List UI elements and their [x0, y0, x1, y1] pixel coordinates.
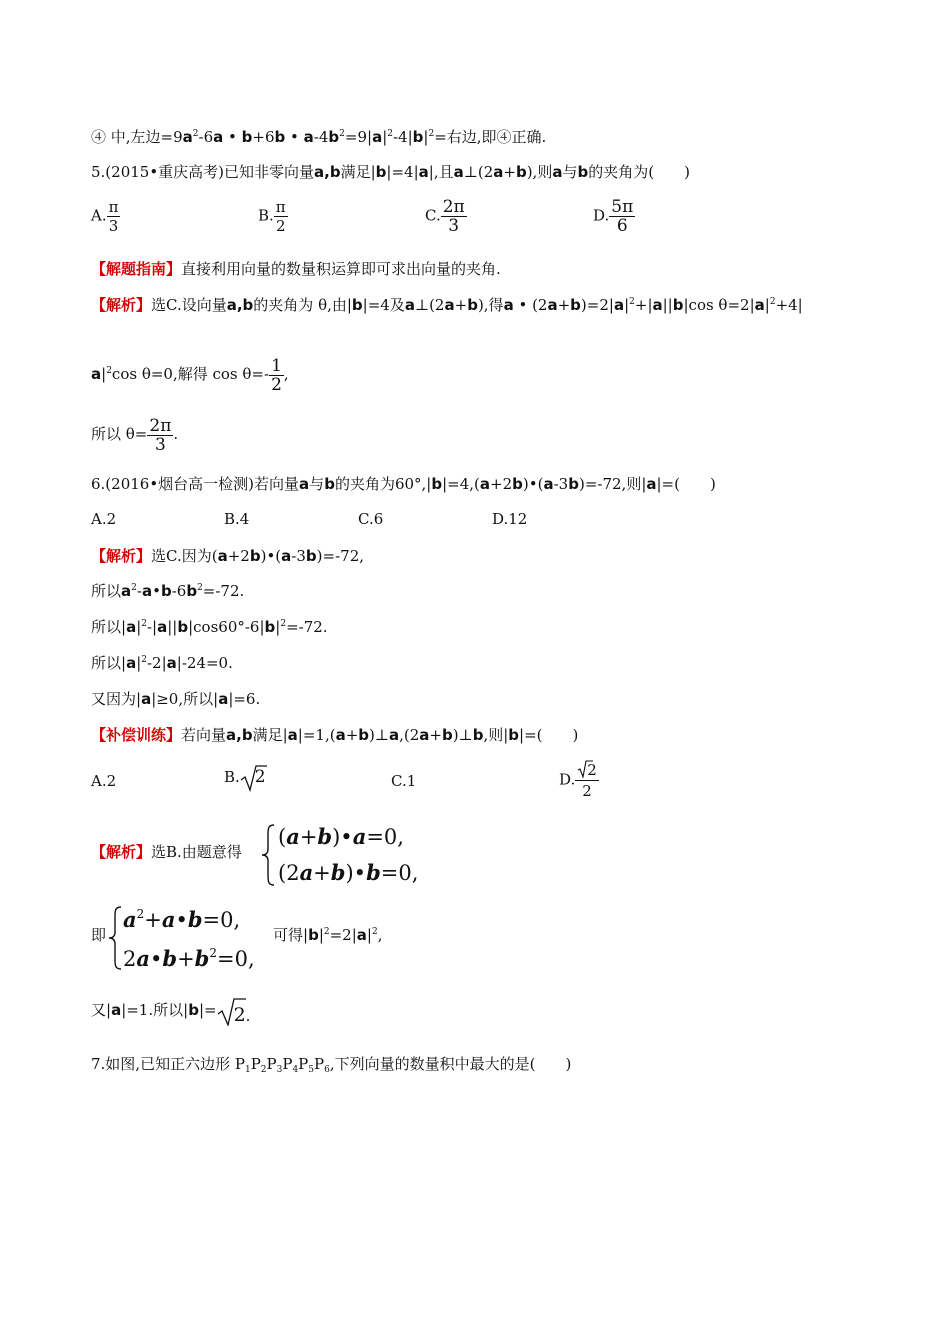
q5-solution-line2: $a|^2\cos$ θ=0,解得 cos θ=- $\frac{1}{2}$ , — [91, 355, 289, 395]
comp-after-system: 可得$|b|^2=2|a|^2$, — [273, 926, 383, 944]
q6-option-b: B.4 — [224, 510, 250, 528]
comp-ji: 即 — [91, 926, 107, 944]
q6-option-d: D.12 — [492, 510, 528, 528]
comp-final: 又|a|=1.所以|b|= 2. — [91, 996, 250, 1026]
fraction: $\frac{1}{2}$ — [271, 355, 282, 395]
q6-solution-line4: 所以$|a|^2-2|a|-24=0$. — [91, 654, 233, 672]
q6-solution-line2: 所以$a^2-a•b-6b^2=-72$. — [91, 582, 245, 600]
comp-option-c: C.1 — [391, 772, 417, 790]
fraction: $\frac{2\pi}{3}$ — [149, 415, 172, 455]
system2-line-2: $2a•b+b^2=0$, — [123, 946, 255, 971]
q5-option-a: A. $\frac{\pi}{3}$ — [91, 198, 119, 235]
fraction: $\frac{\pi}{2}$ — [275, 198, 286, 235]
q5-solution-line3: 所以 θ= $\frac{2\pi}{3}$ . — [91, 415, 179, 455]
fraction: $\frac{2}{2}$ — [575, 760, 599, 801]
q5-option-c: C. $\frac{2\pi}{3}$ — [425, 197, 465, 236]
q5-stem: 5.(2015•重庆高考)已知非零向量a,b满足|b|=4|a|,且a⊥(2a+b),则a与b的夹角为( ) — [91, 163, 690, 181]
comp-solution-lead: 【解析】选B.由题意得 — [91, 843, 242, 861]
comp-stem: 【补偿训练】若向量a,b满足|a|=1,(a+b)⊥a,(2a+b)⊥b,则|b|=( ) — [91, 726, 579, 744]
q6-option-a: A.2 — [91, 510, 117, 528]
q6-stem: 6.(2016•烟台高一检测)若向量a与b的夹角为60°,|b|=4,(a+2b)•(a-3b)=-72,则|a|=( ) — [91, 475, 716, 493]
q5-option-d: D. $\frac{5\pi}{6}$ — [593, 197, 634, 236]
comp-option-b: B. 2 — [224, 764, 266, 792]
q7-stem: 7.如图,已知正六边形 $P_1P_2P_3P_4P_5P_6$,下列向量的数量积中最大的是( ) — [91, 1055, 572, 1075]
q6-solution-line5: 又因为|a|≥0,所以|a|=6. — [91, 690, 261, 708]
fraction: $\frac{2\pi}{3}$ — [442, 197, 465, 236]
q4-line: ④ 中,左边$=9a^2-6a$ • b+6b • $a-4b^2=9|a|^2-4|b|^2=$右边,即④正确. — [91, 128, 547, 146]
fraction: $\frac{\pi}{3}$ — [108, 198, 119, 235]
comp-option-a: A.2 — [91, 772, 117, 790]
left-brace — [107, 905, 123, 971]
system2-line-1: $a^2+a•b=0$, — [123, 907, 241, 932]
q5-option-b: B. $\frac{\pi}{2}$ — [258, 198, 286, 235]
left-brace — [260, 823, 276, 887]
q5-guide: 【解题指南】直接利用向量的数量积运算即可求出向量的夹角. — [91, 260, 501, 278]
q5-solution-line1: 【解析】选C.设向量a,b的夹角为 θ,由|b|=4及a⊥(2a+b),得a • $(2a+b)=2|a|^2+|a||b|\cos$ $\theta=2|a|^2+4|$ — [91, 296, 803, 314]
q6-solution-line1: 【解析】选C.因为(a+2b)•(a-3b)=-72, — [91, 547, 364, 565]
system-line-2: (2a+b)•b=0, — [278, 860, 419, 885]
q6-solution-line3: 所以$|a|^2-|a||b|\cos 60^\circ-6|b|^2=-72$. — [91, 618, 328, 636]
fraction: $\frac{5\pi}{6}$ — [611, 197, 634, 236]
comp-option-d: D. $\frac{2}{2}$ — [559, 761, 597, 800]
q6-option-c: C.6 — [358, 510, 384, 528]
system-line-1: (a+b)•a=0, — [278, 824, 404, 849]
